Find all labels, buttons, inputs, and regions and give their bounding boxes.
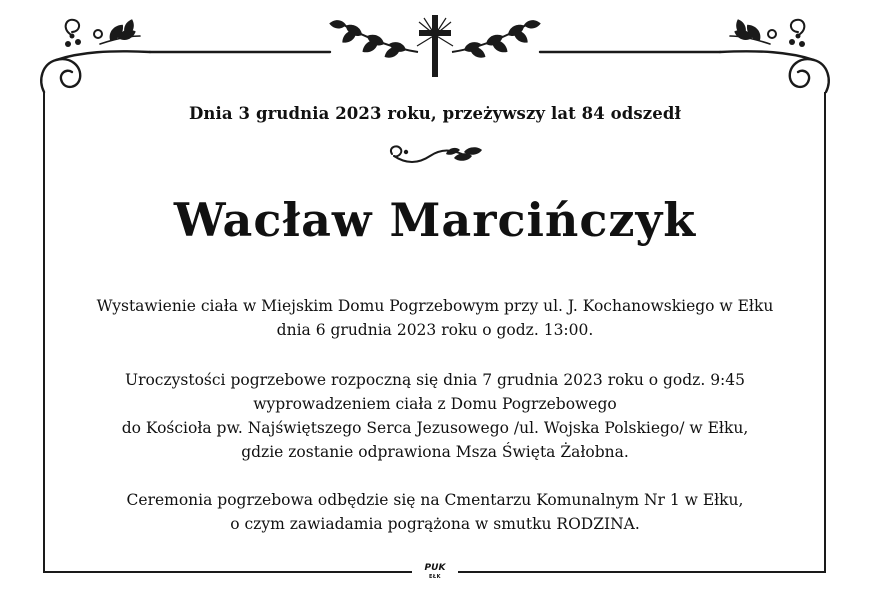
logo-sub-text: EŁK: [428, 574, 441, 580]
funeral-mass-paragraph: [45, 368, 825, 464]
text-line: Uroczystości pogrzebowe rozpoczną się dnia 7 grudnia 2023 roku o godz. 9:45: [125, 371, 745, 389]
viewing-paragraph: [45, 294, 825, 342]
frame-bottom-border-right: [458, 571, 826, 573]
logo-main-text: PUK: [424, 563, 446, 573]
cross-icon: [417, 15, 453, 77]
right-corner-flourish: [720, 18, 829, 92]
text-line: wyprowadzeniem ciała z Domu Pogrzebowego: [253, 395, 617, 413]
text-line: Ceremonia pogrzebowa odbędzie się na Cmentarzu Komunalnym Nr 1 w Ełku,: [126, 491, 744, 509]
text-line: o czym zawiadamia pogrążona w smutku RODZINA.: [230, 515, 640, 533]
burial-paragraph: [45, 488, 825, 536]
top-ornament: [0, 0, 870, 100]
text-line: dnia 6 grudnia 2023 roku o godz. 13:00.: [276, 321, 594, 339]
frame-bottom-border-left: [43, 571, 412, 573]
puk-logo: [416, 563, 454, 583]
deceased-name: Wacław Marcińczyk: [173, 193, 697, 247]
death-date-line: Dnia 3 grudnia 2023 roku, przeżywszy lat 84 odszedł: [189, 104, 681, 123]
swirl-icon: [384, 140, 486, 174]
text-line: gdzie zostanie odprawiona Msza Święta Żałobna.: [241, 443, 629, 461]
text-line: do Kościoła pw. Najświętszego Serca Jezusowego /ul. Wojska Polskiego/ w Ełku,: [121, 419, 749, 437]
text-line: Wystawienie ciała w Miejskim Domu Pogrzebowym przy ul. J. Kochanowskiego w Ełku: [96, 297, 774, 315]
